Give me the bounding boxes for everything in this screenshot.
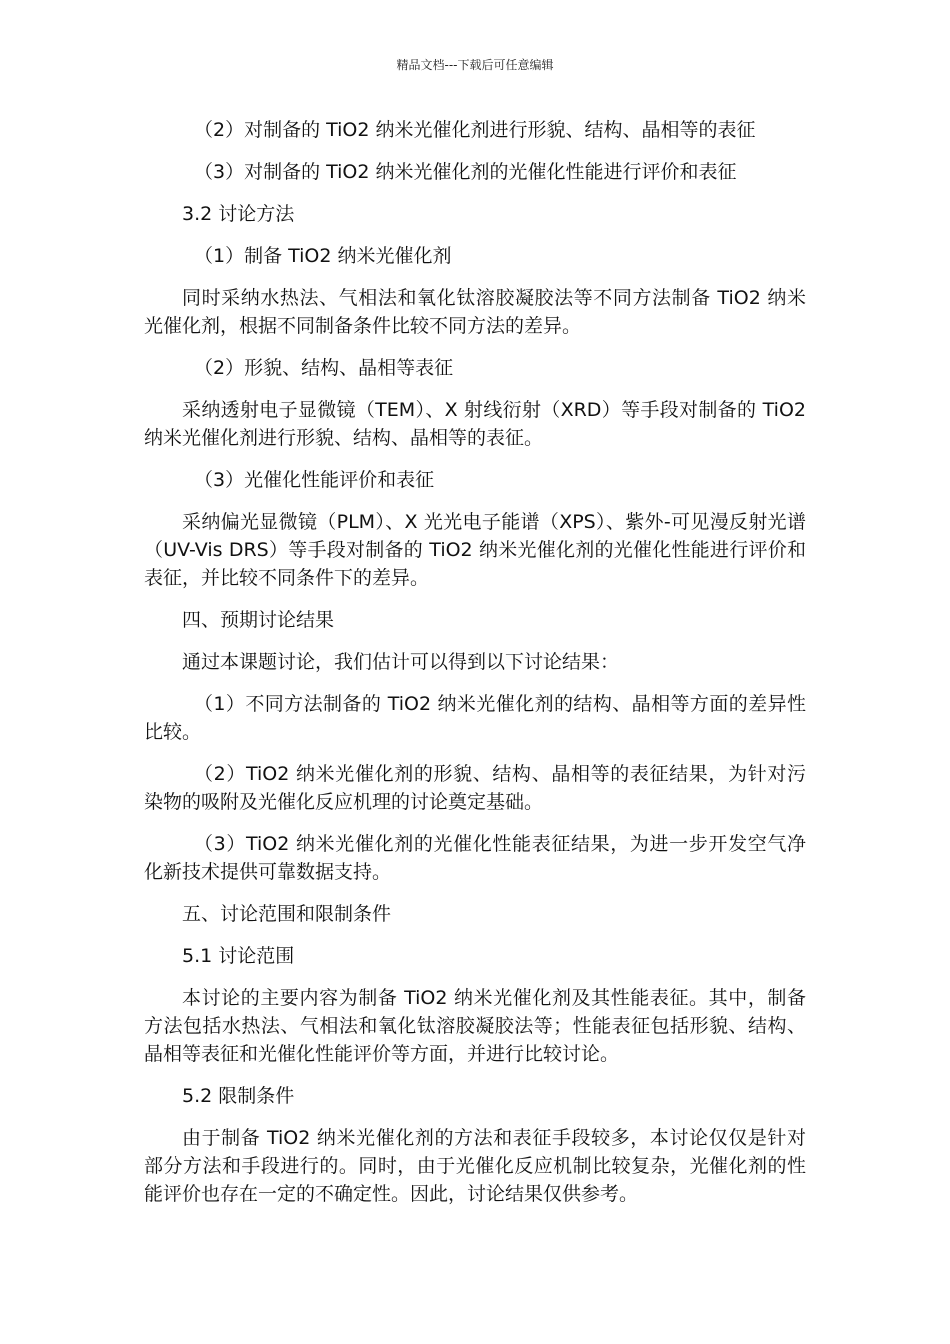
subsection-heading-scope: 5.1 讨论范围 [182,945,295,967]
subsection-heading-limits: 5.2 限制条件 [182,1085,295,1107]
list-item-result-2: （2）TiO2 纳米光催化剂的形貌、结构、晶相等的表征结果，为针对污染物的吸附及光催化反应机理的讨论奠定基础。 [144,763,806,813]
paragraph-scope: 本讨论的主要内容为制备 TiO2 纳米光催化剂及其性能表征。其中，制备方法包括水热法、气相法和氧化钛溶胶凝胶法等；性能表征包括形貌、结构、晶相等表征和光催化性能评价等方面，并进行比较讨论。 [144,987,806,1065]
document-body [144,116,806,1222]
section-heading-scope-limits: 五、讨论范围和限制条件 [182,903,392,925]
paragraph-results-intro: 通过本课题讨论，我们估计可以得到以下讨论结果： [182,651,620,673]
page-header: 精品文档---下载后可任意编辑 [396,58,554,72]
list-item-preparation: （1）制备 TiO2 纳米光催化剂 [194,245,452,267]
list-item-characterization-goal: （2）对制备的 TiO2 纳米光催化剂进行形貌、结构、晶相等的表征 [194,119,756,141]
list-item-photocatalytic: （3）光催化性能评价和表征 [194,469,435,491]
paragraph-limits: 由于制备 TiO2 纳米光催化剂的方法和表征手段较多，本讨论仅仅是针对部分方法和手段进行的。同时，由于光催化反应机制比较复杂，光催化剂的性能评价也存在一定的不确定性。因此，讨论结果仅供参考。 [144,1127,806,1205]
list-item-performance-goal: （3）对制备的 TiO2 纳米光催化剂的光催化性能进行评价和表征 [194,161,737,183]
section-heading-expected-results: 四、预期讨论结果 [182,609,335,631]
list-item-result-1: （1）不同方法制备的 TiO2 纳米光催化剂的结构、晶相等方面的差异性比较。 [144,693,806,743]
list-item-result-3: （3）TiO2 纳米光催化剂的光催化性能表征结果，为进一步开发空气净化新技术提供可靠数据支持。 [144,833,806,883]
section-heading-methods: 3.2 讨论方法 [182,203,295,225]
paragraph-photocatalytic-methods: 采纳偏光显微镜（PLM）、X 光光电子能谱（XPS）、紫外-可见漫反射光谱（UV-Vis DRS）等手段对制备的 TiO2 纳米光催化剂的光催化性能进行评价和表征，并比较不同条件下的差异。 [144,511,806,589]
paragraph-morphology-methods: 采纳透射电子显微镜（TEM）、X 射线衍射（XRD）等手段对制备的 TiO2 纳米光催化剂进行形貌、结构、晶相等的表征。 [144,399,806,449]
paragraph-preparation-methods: 同时采纳水热法、气相法和氧化钛溶胶凝胶法等不同方法制备 TiO2 纳米光催化剂，根据不同制备条件比较不同方法的差异。 [144,287,806,337]
list-item-morphology: （2）形貌、结构、晶相等表征 [194,357,454,379]
